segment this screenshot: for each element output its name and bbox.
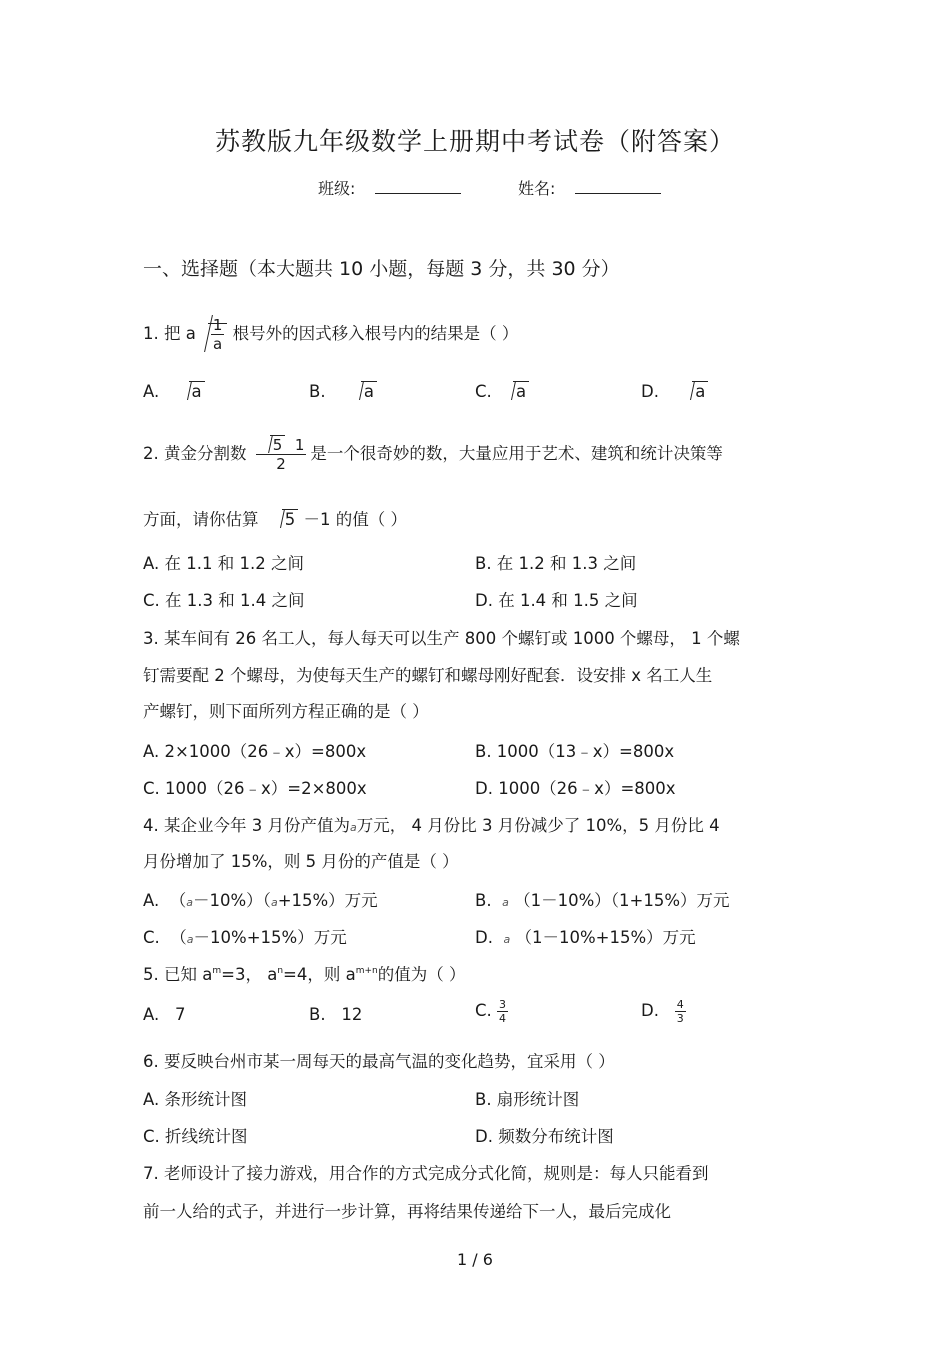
name-blank (575, 177, 661, 194)
page-title: 苏教版九年级数学上册期中考试卷（附答案） (214, 127, 735, 156)
q6-option-c: C. 折线统计图 (143, 1127, 248, 1146)
q3-option-a: A. 2×1000（26﹣x）=800x (143, 742, 367, 761)
question-4-line-1: 4. 某企业今年 3 月份产值为a万元， 4 月份比 3 月份减少了 10%，5 月份比 4 (143, 816, 720, 835)
q4-option-b: B. a （1－10%）（1+15%）万元 (475, 891, 730, 910)
q6-option-b: B. 扇形统计图 (475, 1090, 580, 1109)
q3-option-b: B. 1000（13﹣x）=800x (475, 742, 675, 761)
question-2: 2. 黄金分割数 $\frac{5 1}{2}$ 是一个很奇妙的数，大量应用于艺术、建筑和统计决策等 (143, 436, 723, 473)
q1-option-c: C. a (475, 382, 529, 401)
q5-option-a: A. 7 (143, 1005, 186, 1024)
q3-option-c: C. 1000（26﹣x）=2×800x (143, 779, 367, 798)
q4-option-c: C. （a－10%+15%）万元 (143, 928, 347, 947)
question-1: 1. 把 a $\frac{1}{a}$ 根号外的因式移入根号内的结果是（ ） (143, 316, 519, 353)
q2-option-d: D. 在 1.4 和 1.5 之间 (475, 591, 638, 610)
name-label: 姓名: (518, 179, 556, 198)
q1-option-a: A. a (143, 382, 205, 401)
q5-option-c: C. $\frac{3}{4}$ (475, 998, 507, 1025)
q2-option-c: C. 在 1.3 和 1.4 之间 (143, 591, 305, 610)
question-7-line-2: 前一人给的式子，并进行一步计算，再将结果传递给下一人，最后完成化 (143, 1202, 671, 1221)
fraction: $\frac{1}{a}$ (212, 316, 223, 353)
q4-option-a: A. （a－10%）（a+15%）万元 (143, 891, 378, 910)
q4-option-d: D. a （1－10%+15%）万元 (475, 928, 696, 947)
q1-option-d: D. a (641, 382, 708, 401)
golden-ratio-fraction: $\frac{5 1}{2}$ (256, 436, 307, 473)
q6-option-d: D. 频数分布统计图 (475, 1127, 614, 1146)
name-field (518, 176, 661, 199)
q3-option-d: D. 1000（26﹣x）=800x (475, 779, 676, 798)
q5-option-b: B. 12 (309, 1005, 363, 1024)
q1-option-b: B. a (309, 382, 377, 401)
q2-option-a: A. 在 1.1 和 1.2 之间 (143, 554, 304, 573)
question-3-line-1: 3. 某车间有 26 名工人，每人每天可以生产 800 个螺钉或 1000 个螺母， 1 个螺 (143, 629, 740, 648)
class-field (318, 176, 461, 199)
question-5: 5. 已知 $a^m=3$， $a^n=4$，则 $a^{m+n}$的值为（ ） (143, 965, 466, 984)
q2-option-b: B. 在 1.2 和 1.3 之间 (475, 554, 637, 573)
question-2-line-2: 方面，请你估算 5 －1 的值（ ） (143, 510, 407, 529)
question-4-line-2: 月份增加了 15%，则 5 月份的产值是（ ） (143, 852, 459, 871)
question-3-line-2: 钉需要配 2 个螺母，为使每天生产的螺钉和螺母刚好配套．设安排 x 名工人生 (143, 666, 713, 685)
question-3-line-3: 产螺钉，则下面所列方程正确的是（ ） (143, 702, 429, 721)
page-number: 1 / 6 (457, 1250, 493, 1269)
radical (198, 316, 228, 353)
class-label: 班级: (318, 179, 356, 198)
section-heading: 一、选择题（本大题共 10 小题，每题 3 分，共 30 分） (143, 258, 620, 280)
class-blank (375, 177, 461, 194)
q5-option-d: D. $\frac{4}{3}$ (641, 998, 684, 1025)
q6-option-a: A. 条形统计图 (143, 1090, 247, 1109)
question-7-line-1: 7. 老师设计了接力游戏，用合作的方式完成分式化简，规则是：每人只能看到 (143, 1164, 709, 1183)
question-6: 6. 要反映台州市某一周每天的最高气温的变化趋势，宜采用（ ） (143, 1052, 615, 1071)
